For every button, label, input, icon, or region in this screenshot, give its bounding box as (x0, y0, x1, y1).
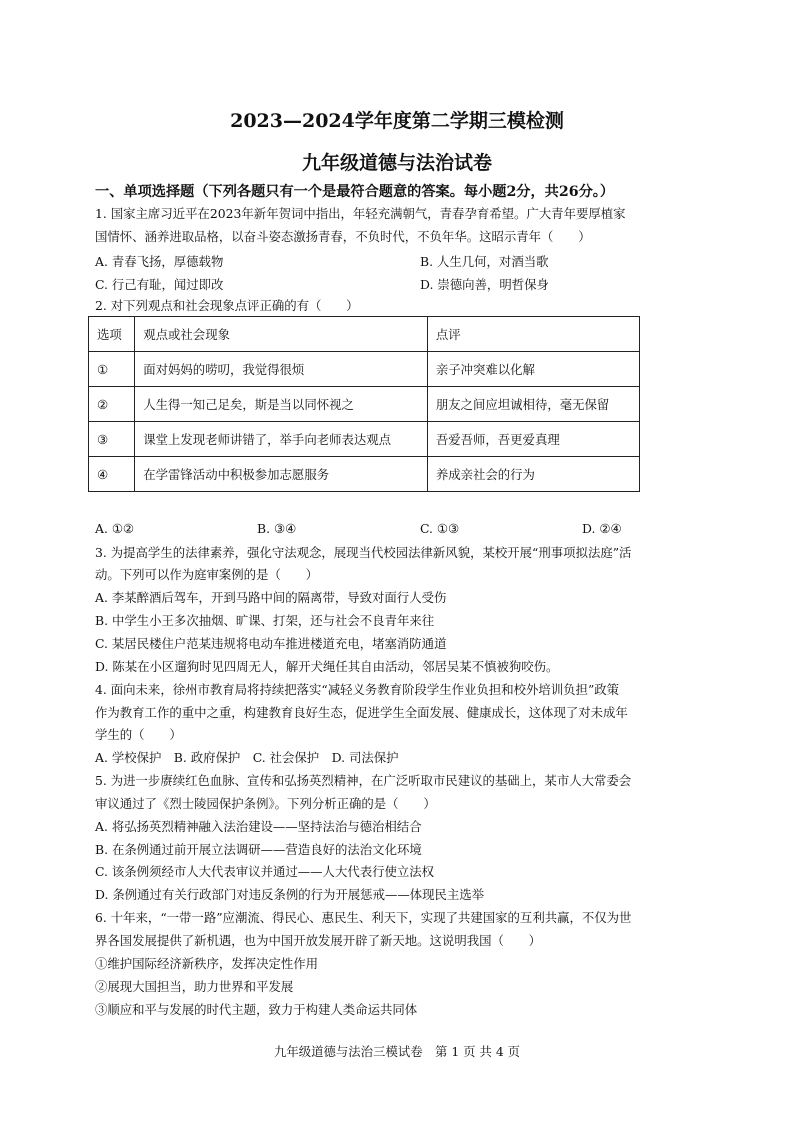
table-cell: 面对妈妈的唠叨，我觉得很烦 (135, 352, 428, 387)
table-cell: ③ (89, 422, 135, 457)
question-5-option-d: D. 条例通过有关行政部门对违反条例的行为开展惩戒——体现民主选举 (95, 887, 485, 902)
table-header-cell: 选项 (89, 317, 135, 352)
table-cell: ① (89, 352, 135, 387)
question-5-option-a: A. 将弘扬英烈精神融入法治建设——坚持法治与德治相结合 (95, 819, 422, 834)
question-6-item: ①维护国际经济新秩序，发挥决定性作用 (95, 956, 319, 971)
exam-title: 2023—2024学年度第二学期三模检测 (230, 110, 564, 132)
table-cell: 吾爱吾师，吾更爱真理 (427, 422, 639, 457)
question-3-text: 动。下列可以作为庭审案例的是（ ） (95, 567, 319, 582)
question-5-text: 审议通过了《烈士陵园保护条例》。下列分析正确的是（ ） (95, 796, 436, 811)
question-3-text: 3. 为提高学生的法律素养，强化守法观念，展现当代校园法律新风貌，某校开展“刑事项拟法庭”活 (95, 545, 632, 560)
question-6-text: 界各国发展提供了新机遇，也为中国开放发展开辟了新天地。这说明我国（ ） (95, 933, 542, 948)
table-row (89, 422, 640, 457)
question-1-text: 1. 国家主席习近平在2023年新年贺词中指出，年轻充满朝气，青春孕育希望。广大青年要厚植家 (95, 206, 626, 221)
question-4-text: 作为教育工作的重中之重，构建教育良好生态，促进学生全面发展、健康成长，这体现了对未成年 (95, 705, 628, 720)
question-3-option-b: B. 中学生小王多次抽烟、旷课、打架，还与社会不良青年来往 (95, 613, 435, 628)
section-heading: 一、单项选择题（下列各题只有一个是最符合题意的答案。每小题2分，共26分。） (95, 184, 615, 200)
table-header-row (89, 317, 640, 352)
table-cell: 朋友之间应坦诚相待，毫无保留 (427, 387, 639, 422)
table-header-cell: 观点或社会现象 (135, 317, 428, 352)
exam-subtitle: 九年级道德与法治试卷 (301, 152, 492, 174)
question-5-text: 5. 为进一步赓续红色血脉、宣传和弘扬英烈精神，在广泛听取市民建议的基础上，某市人大常委会 (95, 773, 632, 788)
question-3-option-c: C. 某居民楼住户范某违规将电动车推进楼道充电，堵塞消防通道 (95, 636, 447, 651)
table-cell: ④ (89, 457, 135, 492)
question-2-text: 2. 对下列观点和社会现象点评正确的有（ ） (95, 298, 359, 313)
table-cell: 人生得一知己足矣，斯是当以同怀视之 (135, 387, 428, 422)
table-cell: 亲子冲突难以化解 (427, 352, 639, 387)
question-5-option-b: B. 在条例通过前开展立法调研——营造良好的法治文化环境 (95, 842, 422, 857)
question-5-option-c: C. 该条例须经市人大代表审议并通过——人大代表行使立法权 (95, 864, 435, 879)
question-1-option-c: C. 行己有耻，闻过即改 (95, 277, 224, 292)
question-1-option-d: D. 崇德向善，明哲保身 (420, 277, 549, 292)
table-cell: ② (89, 387, 135, 422)
question-3-option-a: A. 李某醉酒后驾车，开到马路中间的隔离带，导致对面行人受伤 (95, 590, 447, 605)
question-1-option-b: B. 人生几何，对酒当歌 (420, 254, 549, 269)
table-row (89, 457, 640, 492)
table-cell: 养成亲社会的行为 (427, 457, 639, 492)
question-6-item: ②展现大国担当，助力世界和平发展 (95, 979, 294, 994)
question-6-item: ③顺应和平与发展的时代主题，致力于构建人类命运共同体 (95, 1002, 418, 1017)
question-4-text: 4. 面向未来，徐州市教育局将持续把落实“减轻义务教育阶段学生作业负担和校外培训负担”政策 (95, 682, 620, 697)
question-2-option-a: A. ①② (95, 521, 135, 536)
table-cell: 在学雷锋活动中积极参加志愿服务 (135, 457, 428, 492)
question-2-option-d: D. ②④ (582, 521, 622, 536)
question-4-options: A. 学校保护 B. 政府保护 C. 社会保护 D. 司法保护 (95, 750, 399, 765)
question-2-option-b: B. ③④ (257, 521, 297, 536)
question-6-text: 6. 十年来，“一带一路”应潮流、得民心、惠民生、利天下，实现了共建国家的互利共赢，不仅为世 (95, 910, 632, 925)
question-3-option-d: D. 陈某在小区遛狗时见四周无人，解开犬绳任其自由活动，邻居吴某不慎被狗咬伤。 (95, 659, 559, 674)
question-1-text: 国情怀、涵养进取品格，以奋斗姿态激扬青春，不负时代，不负年华。这昭示青年（ ） (95, 229, 591, 244)
table-row (89, 352, 640, 387)
question-2-option-c: C. ①③ (420, 521, 460, 536)
table-row (89, 387, 640, 422)
question-4-text: 学生的（ ） (95, 727, 182, 742)
question-1-option-a: A. 青春飞扬，厚德载物 (95, 254, 224, 269)
question-2-table (88, 316, 640, 492)
table-header-cell: 点评 (427, 317, 639, 352)
page-footer: 九年级道德与法治三模试卷 第 1 页 共 4 页 (273, 1044, 521, 1059)
table-cell: 课堂上发现老师讲错了，举手向老师表达观点 (135, 422, 428, 457)
